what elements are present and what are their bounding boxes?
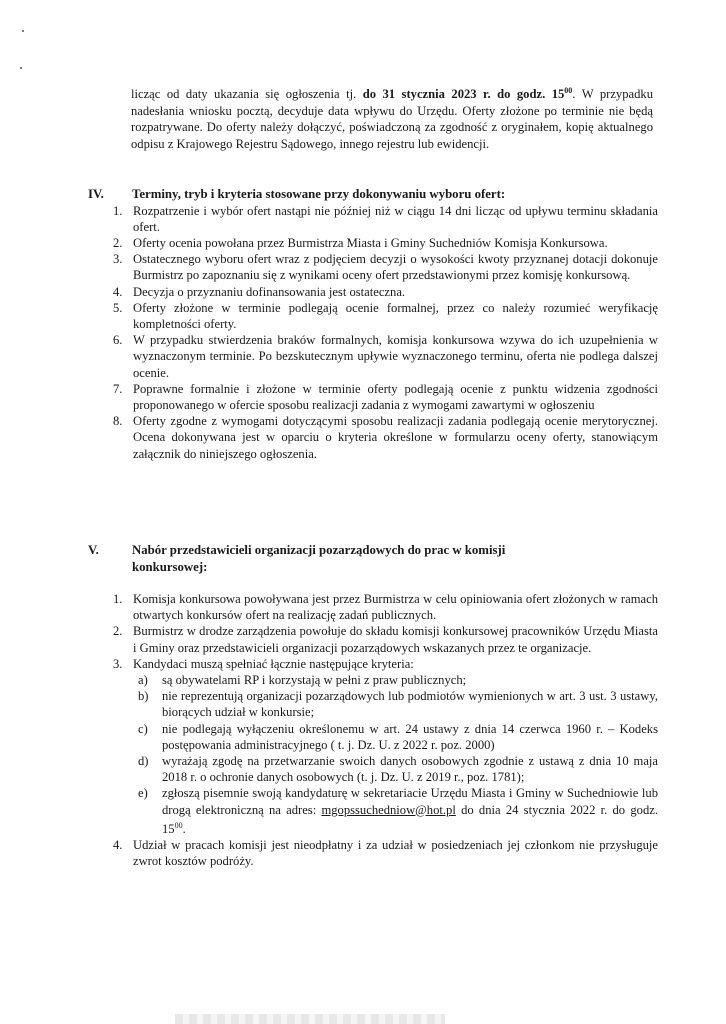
list-text: Udział w pracach komisji jest nieodpłatny i za udział w posiedzeniach jej członkom nie przysługuje zwrot kosztów podróży. — [133, 838, 658, 869]
list-text: Rozpatrzenie i wybór ofert nastąpi nie później niż w ciągu 14 dni licząc od upływu terminu składania ofert. — [133, 203, 658, 234]
list-item — [113, 251, 658, 283]
list-number: 3. — [113, 252, 123, 267]
section-title: Terminy, tryb i kryteria stosowane przy dokonywaniu wyboru ofert: — [132, 187, 506, 201]
section-number: IV. — [88, 187, 104, 201]
email-link[interactable]: mgopssuchedniow@hot.pl — [321, 802, 456, 817]
list-text: Decyzja o przyznaniu dofinansowania jest ostateczna. — [133, 284, 406, 299]
list-item — [113, 591, 658, 623]
list-item — [113, 235, 658, 251]
list-number: 4. — [113, 284, 123, 299]
list-text: W przypadku stwierdzenia braków formalnych, komisja konkursowa wzywa do ich uzupełnienia w wyznaczonym terminie. Po bezskutecznym upływie wyznaczonego terminu, oferta nie podlega dalszej ocenie. — [133, 333, 658, 380]
sub-e-punct: . — [182, 822, 186, 837]
sublist-letter: b) — [138, 689, 149, 704]
deadline-text: do 31 stycznia 2023 r. do godz. 15 — [362, 87, 565, 102]
intro-rest: W przypadku nadesłania wniosku pocztą, decyduje data wpływu do Urzędu. Oferty złożone po terminie nie będą rozpatrywane. Do oferty należy dołączyć, poświadczoną za zgodność z oryginałem, kopię aktualnego odpisu z Krajowego Rejestru Sądowego, innego rejestru lub ewidencji. — [131, 87, 653, 151]
sub-e-deadline: do dnia 24 stycznia 2022 r. do godz. 15 — [162, 802, 658, 837]
list-number: 2. — [113, 624, 123, 639]
section-v-list — [113, 591, 658, 672]
section-iv-heading — [88, 186, 658, 203]
list-item — [113, 623, 658, 655]
sublist-item — [138, 672, 658, 688]
list-text: Oferty zgodne z wymogami dotyczącymi sposobu realizacji zadania podlegają ocenie merytorycznej. Ocena dokonywana jest w oparciu o kryteria określone w formularzu oceny oferty, stanowiącym załącznik do niniejszego ogłoszenia. — [133, 414, 658, 461]
section-v — [88, 542, 658, 870]
scan-speck — [20, 67, 22, 69]
sub-e-sup: 00 — [174, 820, 183, 830]
list-number: 2. — [113, 235, 123, 250]
list-text: Kandydaci muszą spełniać łącznie następujące kryteria: — [133, 656, 414, 671]
list-number: 7. — [113, 381, 123, 396]
intro-text: licząc od daty ukazania się ogłoszenia tj. — [131, 87, 363, 102]
section-number: V. — [88, 543, 99, 557]
list-number: 3. — [113, 656, 123, 671]
sublist-text: są obywatelami RP i korzystają w pełni z praw publicznych; — [162, 673, 467, 688]
intro-punct: . — [572, 87, 576, 102]
list-text: Poprawne formalnie i złożone w terminie oferty podlegają ocenie z punktu widzenia zgodności proponowanego w ofercie sposobu realizacji zadania z wymogami zawartymi w ogłoszeniu — [133, 381, 658, 412]
sublist-text: nie podlegają wyłączeniu określonemu w art. 24 ustawy z dnia 14 czerwca 1960 r. – Kodeks postępowania administracyjnego ( t. j. Dz. U. z 2022 r. poz. 2000) — [162, 721, 658, 752]
section-v-heading — [88, 542, 658, 575]
sub-e-text: zgłoszą pisemnie swoją kandydaturę w sekretariacie Urzędu Miasta i Gminy w Suchedniowie lub drogą elektroniczną na adres: — [162, 786, 658, 817]
list-item — [113, 413, 658, 462]
sublist-item — [138, 721, 658, 753]
list-text: Oferty złożone w terminie podlegają ocenie formalnej, przez co należy rozumieć weryfikację kompletności oferty. — [133, 300, 658, 331]
deadline-sup: 00 — [564, 86, 573, 95]
list-item — [113, 837, 658, 869]
sublist-text — [162, 785, 658, 837]
sublist-item — [138, 785, 658, 837]
list-item — [113, 300, 658, 332]
list-item — [113, 332, 658, 381]
sublist-letter: c) — [138, 721, 148, 736]
list-text: Burmistrz w drodze zarządzenia powołuje do składu komisji konkursowej pracowników Urzędu Miasta i Gminy oraz przedstawicieli organizacji pozarządowych wskazanych przez te organizacje. — [133, 624, 658, 655]
criteria-sublist — [138, 672, 658, 837]
sublist-text: nie reprezentują organizacji pozarządowych lub podmiotów wymienionych w art. 3 ust. 3 ustawy, biorących udział w konkursie; — [162, 689, 658, 720]
list-text: Ostatecznego wyboru ofert wraz z podjęciem decyzji o wysokości kwoty przyznanej dotacji dokonuje Burmistrz po zapoznaniu się z wynikami oceny ofert przedstawionymi przez komisję konkursową. — [133, 252, 658, 283]
section-title: Nabór przedstawicieli organizacji pozarządowych do prac w komisji konkursowej: — [132, 543, 506, 574]
list-number: 5. — [113, 300, 123, 315]
list-item — [113, 381, 658, 413]
sublist-letter: a) — [138, 673, 148, 688]
scan-speck — [22, 30, 24, 32]
list-item — [113, 656, 658, 672]
sublist-item — [138, 688, 658, 720]
list-number: 1. — [113, 203, 123, 218]
list-number: 8. — [113, 414, 123, 429]
sublist-text: wyrażają zgodę na przetwarzanie swoich danych osobowych zgodnie z ustawą z dnia 10 maja 2018 r. o ochronie danych osobowych (t. j. Dz. U. z 2019 r., poz. 1781); — [162, 754, 658, 785]
list-text: Oferty ocenia powołana przez Burmistrza Miasta i Gminy Suchedniów Komisja Konkursowa. — [133, 235, 608, 250]
list-item — [113, 284, 658, 300]
list-number: 6. — [113, 333, 123, 348]
list-number: 4. — [113, 838, 123, 853]
list-text: Komisja konkursowa powoływana jest przez Burmistrza w celu opiniowania ofert złożonych w ramach otwartych konkursów ofert na realizację zadań publicznych. — [133, 592, 658, 623]
scan-artifact — [175, 1014, 445, 1024]
sublist-letter: e) — [138, 786, 148, 801]
sublist-item — [138, 753, 658, 785]
section-iv — [88, 186, 658, 462]
intro-paragraph — [131, 83, 653, 152]
list-number: 1. — [113, 592, 123, 606]
section-v-list-cont — [113, 837, 658, 869]
section-iv-list — [113, 203, 658, 462]
list-item — [113, 203, 658, 235]
sublist-letter: d) — [138, 754, 149, 769]
